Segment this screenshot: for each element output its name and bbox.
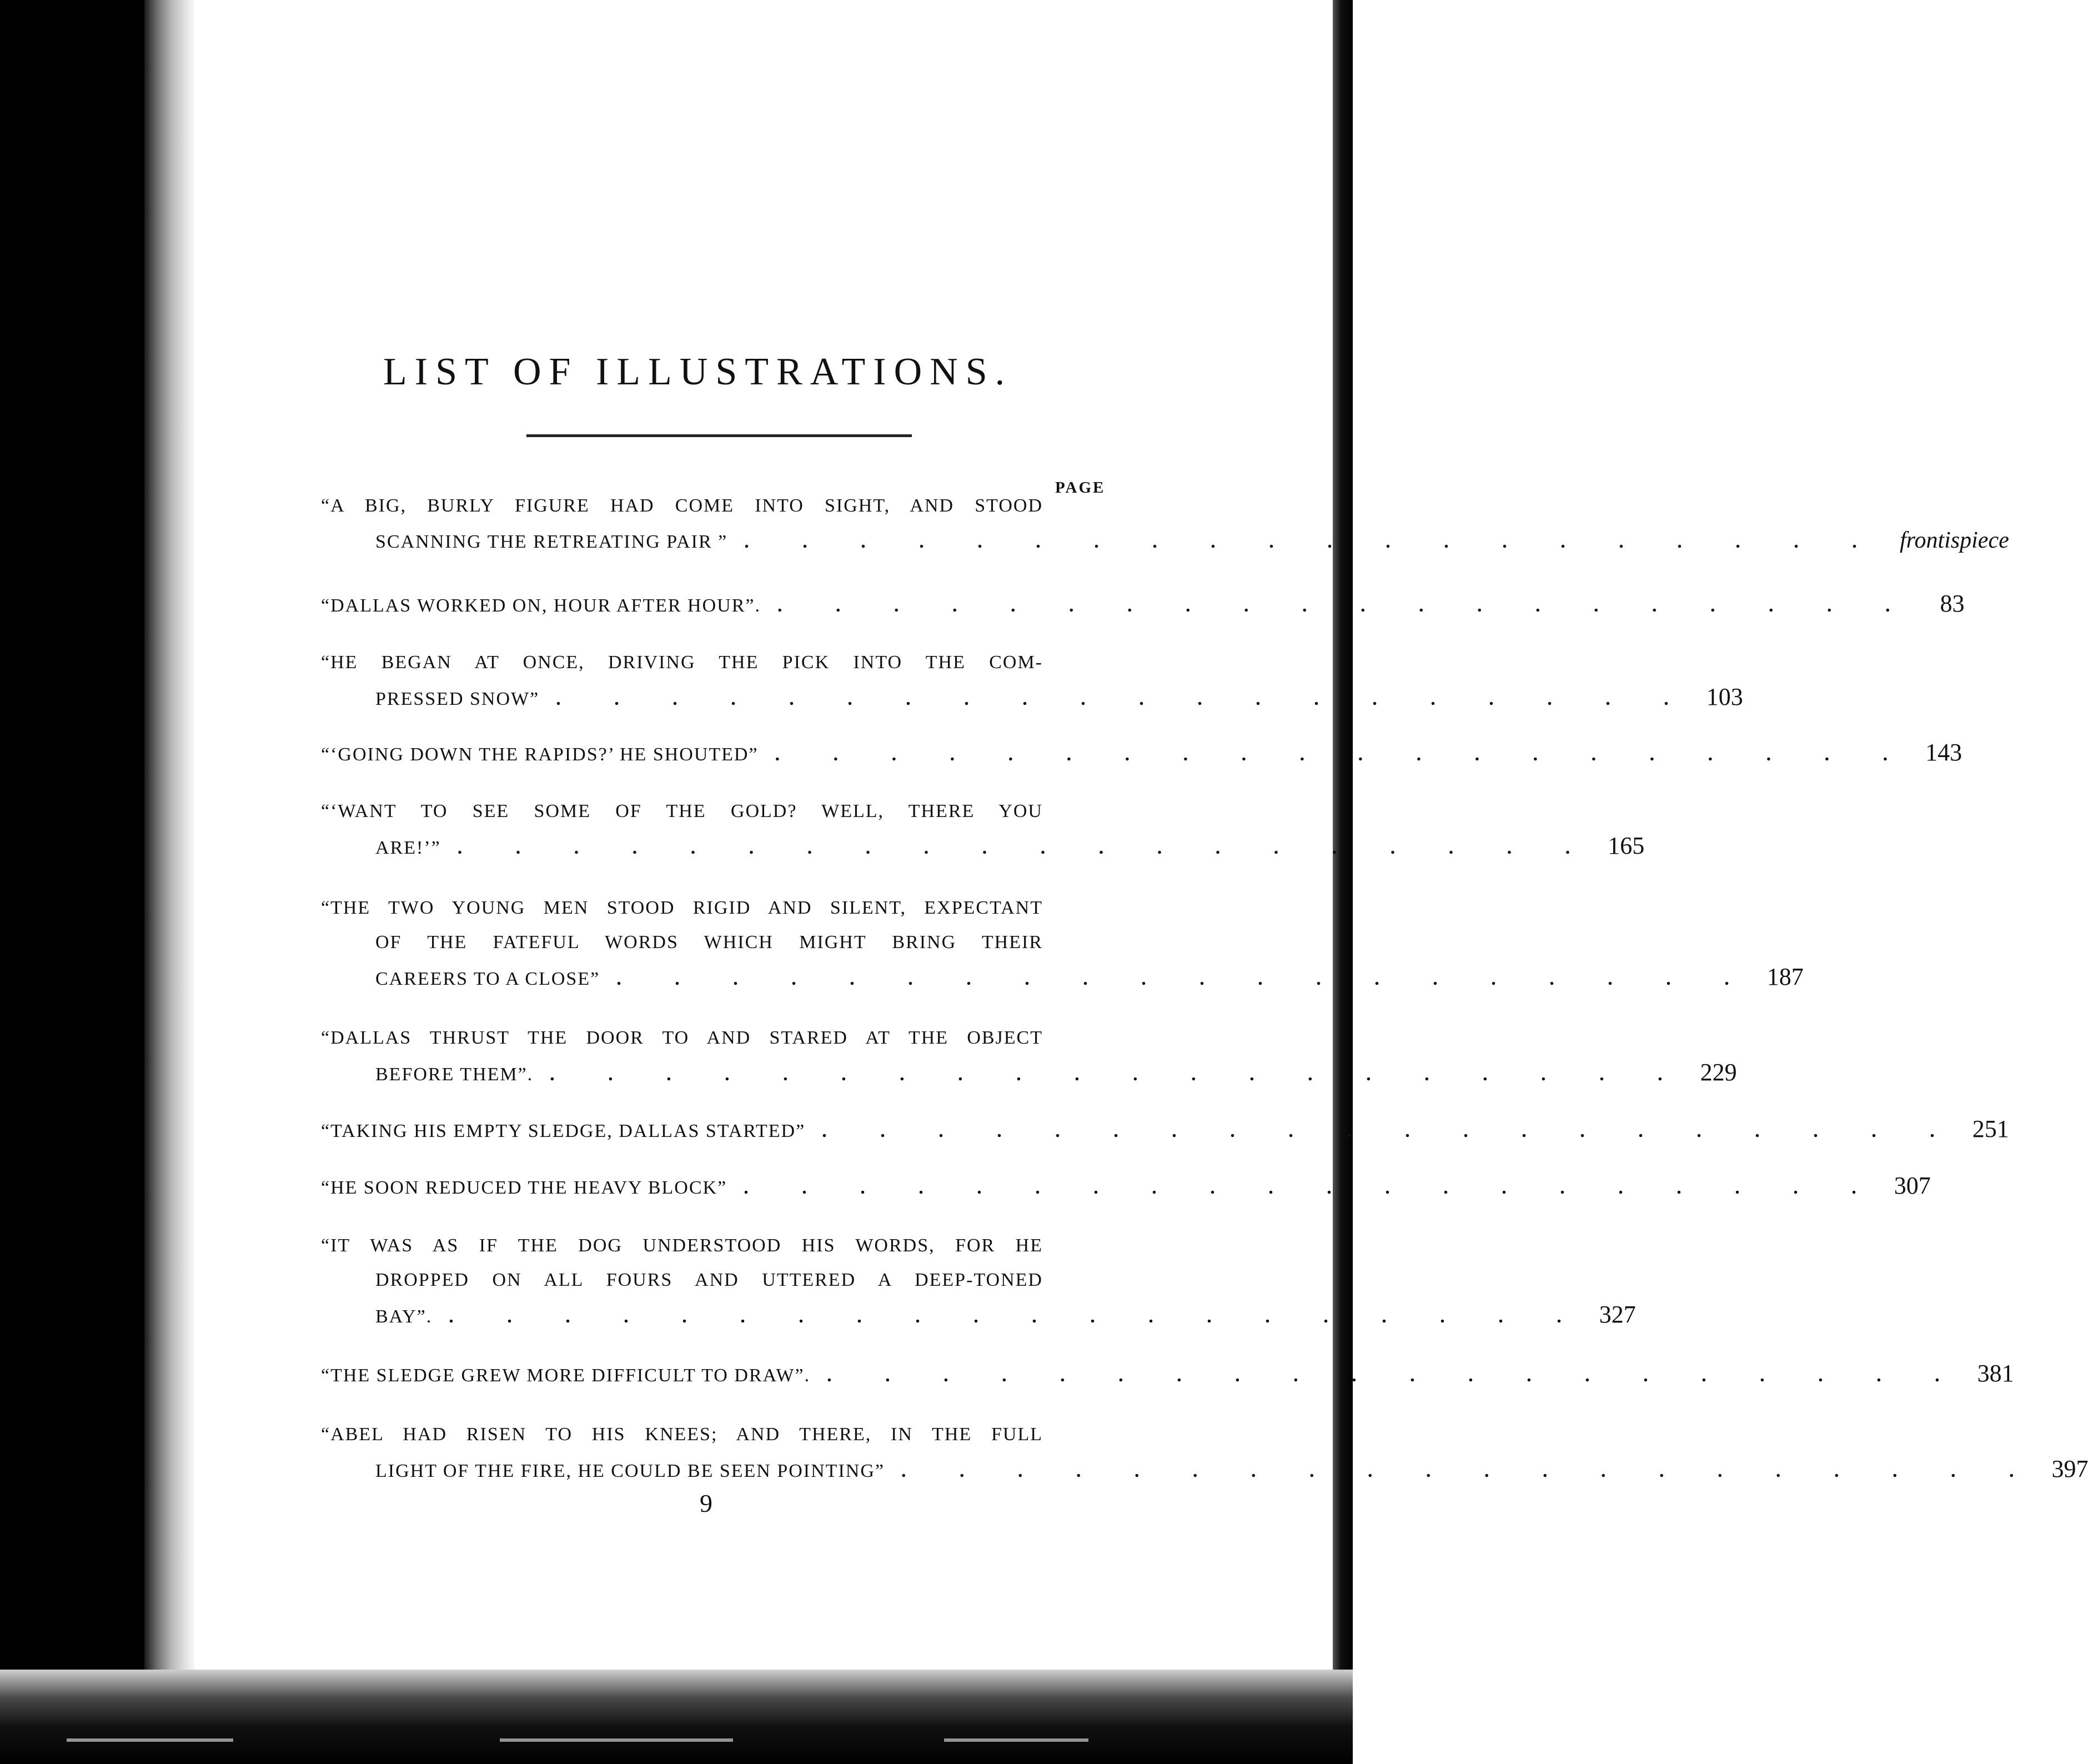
entry-last-line [321, 680, 1743, 716]
dot-leader: . . . . . . . . . . . . . . . . . . . . [901, 1461, 2039, 1481]
entry-last-line [321, 1169, 1931, 1205]
entry-last-line [321, 960, 1804, 996]
entry-text: CAREERS TO A CLOSE” [375, 969, 600, 989]
dot-leader: . . . . . . . . . . . . . . . . . . . . [822, 1121, 1959, 1141]
entry-text: BAY”. [375, 1306, 433, 1327]
dot-leader: . . . . . . . . . . . . . . . . . . . . [827, 1365, 1964, 1386]
page-column-header: PAGE [1055, 479, 1106, 497]
book-binding-shadow [144, 0, 194, 1764]
entry-last-line [321, 829, 1645, 865]
page-number: 397 [2051, 1455, 2088, 1482]
illustration-entry-5 [321, 794, 1645, 865]
scan-noise [944, 1738, 1088, 1742]
page-number: 143 [1925, 739, 1962, 766]
entry-text: ARE!’” [375, 838, 441, 858]
page-number: 251 [1972, 1115, 2009, 1142]
page-number: frontispiece [1900, 528, 2009, 553]
dot-leader: . . . . . . . . . . . . . . . . . . . . [616, 969, 1754, 989]
illustration-entry-4 [321, 735, 1962, 772]
page-title: LIST OF ILLUSTRATIONS. [383, 350, 1013, 393]
entry-text: LIGHT OF THE FIRE, HE COULD BE SEEN POINTING” [375, 1461, 885, 1481]
dot-leader: . . . . . . . . . . . . . . . . . . . . [777, 595, 1915, 616]
dot-leader: . . . . . . . . . . . . . . . . . . . . [775, 744, 1913, 765]
entry-line: “DALLAS THRUST THE DOOR TO AND STARED AT THE OBJECT [321, 1028, 1043, 1048]
page-folio-number: 9 [700, 1489, 712, 1517]
illustration-entry-9 [321, 1169, 1931, 1205]
dot-leader: . . . . . . . . . . . . . . . . . . . . [457, 838, 1595, 858]
illustration-entry-2 [321, 587, 1965, 623]
scan-noise [500, 1738, 733, 1742]
entry-last-line [321, 523, 2009, 559]
entry-last-line [321, 1452, 2088, 1489]
entry-text: “HE SOON REDUCED THE HEAVY BLOCK” [321, 1177, 727, 1198]
page-top-margin [194, 0, 1353, 33]
entry-text: “TAKING HIS EMPTY SLEDGE, DALLAS STARTED” [321, 1121, 806, 1141]
entry-line: “IT WAS AS IF THE DOG UNDERSTOOD HIS WORDS, FOR HE [321, 1235, 1043, 1256]
illustration-entry-3 [321, 645, 1743, 716]
entry-last-line [321, 1297, 1636, 1334]
entry-last-line [321, 1356, 2014, 1393]
scan-noise [67, 1738, 233, 1742]
dot-leader: . . . . . . . . . . . . . . . . . . . . [556, 689, 1693, 709]
entry-line: “HE BEGAN AT ONCE, DRIVING THE PICK INTO THE COM- [321, 652, 1043, 673]
entry-text: “‘GOING DOWN THE RAPIDS?’ HE SHOUTED” [321, 744, 759, 765]
entry-line: “ABEL HAD RISEN TO HIS KNEES; AND THERE, IN THE FULL [321, 1424, 1043, 1445]
entry-line: “A BIG, BURLY FIGURE HAD COME INTO SIGHT, AND STOOD [321, 495, 1043, 516]
illustration-entry-1 [321, 489, 2009, 559]
entry-line: “‘WANT TO SEE SOME OF THE GOLD? WELL, THERE YOU [321, 801, 1043, 821]
scan-bottom-border [0, 1670, 1353, 1764]
entry-text: BEFORE THEM”. [375, 1064, 534, 1085]
entry-text: PRESSED SNOW” [375, 689, 540, 709]
entry-text: “DALLAS WORKED ON, HOUR AFTER HOUR”. [321, 595, 761, 616]
scan-left-border [0, 0, 155, 1764]
dot-leader: . . . . . . . . . . . . . . . . . . . . [744, 1177, 1881, 1198]
page-number: 165 [1608, 832, 1645, 859]
dot-leader: . . . . . . . . . . . . . . . . . . . . [744, 532, 1881, 552]
scan-right-border [1333, 0, 1353, 1764]
page-number: 327 [1599, 1301, 1636, 1328]
entry-last-line [321, 735, 1962, 772]
page-number: 83 [1940, 590, 1965, 617]
illustration-entry-7 [321, 1021, 1737, 1092]
entry-last-line [321, 1112, 2009, 1149]
illustration-entry-12 [321, 1417, 2088, 1489]
page-number: 103 [1706, 683, 1743, 710]
entry-line: OF THE FATEFUL WORDS WHICH MIGHT BRING THEIR [375, 932, 1043, 953]
entry-line: DROPPED ON ALL FOURS AND UTTERED A DEEP-TONED [375, 1270, 1043, 1290]
illustration-entry-8 [321, 1112, 2009, 1149]
entry-text: SCANNING THE RETREATING PAIR ” [375, 532, 728, 552]
entry-line: “THE TWO YOUNG MEN STOOD RIGID AND SILENT, EXPECTANT [321, 898, 1043, 918]
dot-leader: . . . . . . . . . . . . . . . . . . . . [449, 1306, 1586, 1327]
dot-leader: . . . . . . . . . . . . . . . . . . . . [550, 1064, 1687, 1085]
illustration-entry-11 [321, 1356, 2014, 1393]
title-rule [526, 434, 912, 437]
entry-last-line [321, 1055, 1737, 1092]
illustration-entry-6 [321, 891, 1804, 996]
entry-text: “THE SLEDGE GREW MORE DIFFICULT TO DRAW”. [321, 1365, 811, 1386]
entry-last-line [321, 587, 1965, 623]
page-number: 307 [1894, 1172, 1931, 1199]
page-number: 187 [1766, 963, 1804, 990]
illustration-entry-10 [321, 1229, 1636, 1334]
page-number: 381 [1977, 1360, 2014, 1387]
page-number: 229 [1700, 1059, 1737, 1086]
